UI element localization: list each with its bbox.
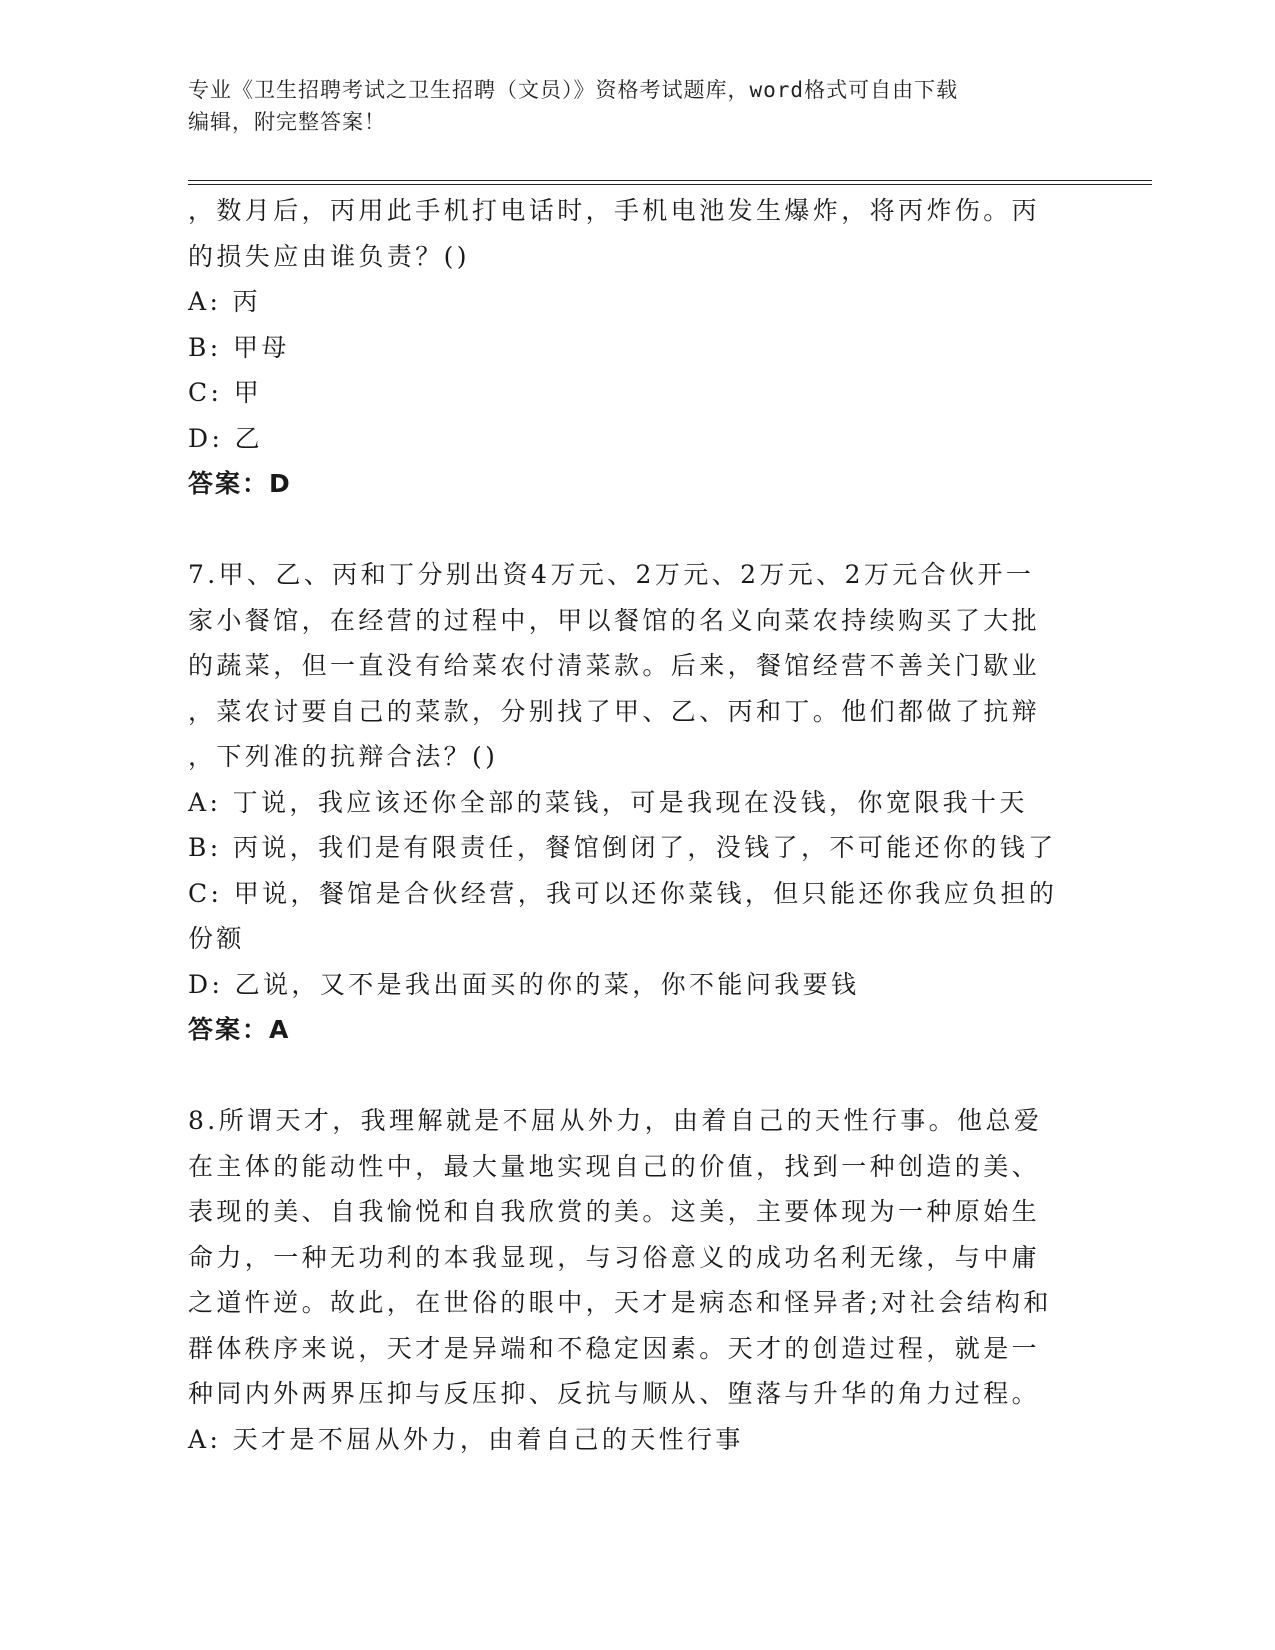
- option-a: A: 丙: [188, 287, 262, 316]
- option-b: B: 丙说，我们是有限责任，餐馆倒闭了，没钱了，不可能还你的钱了: [188, 833, 1057, 862]
- question-text-line: 的损失应由谁负责？(): [188, 241, 470, 271]
- question-text-line: 群体秩序来说，天才是异端和不稳定因素。天才的创造过程，就是一: [188, 1333, 1041, 1363]
- document-body: [188, 188, 1088, 1462]
- question-text-line: 种同内外两界压抑与反压抑、反抗与顺从、堕落与升华的角力过程。: [188, 1379, 1041, 1408]
- option-c: C: 甲说，餐馆是合伙经营，我可以还你菜钱，但只能还你我应负担的: [188, 878, 1058, 908]
- option-c: C: 甲: [188, 378, 263, 407]
- answer-line: 答案：D: [188, 469, 292, 498]
- question-text-line: 的蔬菜，但一直没有给菜农付清菜款。后来，餐馆经营不善关门歇业: [188, 651, 1041, 680]
- question-text-line: ，下列准的抗辩合法？(): [188, 742, 499, 771]
- question-text-line: 家小餐馆，在经营的过程中，甲以餐馆的名义向菜农持续购买了大批: [188, 605, 1041, 635]
- document-header: [188, 74, 1088, 138]
- option-a: A: 天才是不屈从外力，由着自己的天性行事: [188, 1424, 744, 1454]
- header-line-2: 编辑，附完整答案！: [188, 110, 386, 134]
- option-d: D: 乙: [188, 423, 264, 453]
- header-divider: [188, 180, 1152, 181]
- question-8: [188, 1098, 1088, 1462]
- option-a: A: 丁说，我应该还你全部的菜钱，可是我现在没钱，你宽限我十天: [188, 787, 1028, 817]
- question-text-line: 8.所谓天才，我理解就是不屈从外力，由着自己的天性行事。他总爱: [188, 1106, 1043, 1135]
- header-divider-second: [188, 184, 1152, 185]
- spacer: [188, 1053, 1088, 1099]
- question-text-line: 之道忤逆。故此，在世俗的眼中，天才是病态和怪异者;对社会结构和: [188, 1288, 1052, 1317]
- question-text-line: ，菜农讨要自己的菜款，分别找了甲、乙、丙和丁。他们都做了抗辩: [188, 696, 1041, 726]
- question-text-line: ，数月后，丙用此手机打电话时，手机电池发生爆炸，将丙炸伤。丙: [188, 196, 1041, 225]
- question-7: [188, 552, 1088, 1053]
- answer-line: 答案：A: [188, 1015, 291, 1044]
- header-line-1: 专业《卫生招聘考试之卫生招聘（文员）》资格考试题库，word格式可自由下载: [188, 78, 959, 102]
- question-text-line: 7.甲、乙、丙和丁分别出资4万元、2万元、2万元、2万元合伙开一: [188, 560, 1035, 589]
- question-text-line: 表现的美、自我愉悦和自我欣赏的美。这美，主要体现为一种原始生: [188, 1197, 1041, 1226]
- option-b: B: 甲母: [188, 332, 290, 362]
- option-d: D: 乙说，又不是我出面买的你的菜，你不能问我要钱: [188, 969, 860, 999]
- question-6: [188, 188, 1088, 507]
- question-text-line: 命力，一种无功利的本我显现，与习俗意义的成功名利无缘，与中庸: [188, 1242, 1041, 1272]
- spacer: [188, 507, 1088, 553]
- option-c-continued: 份额: [188, 924, 245, 953]
- question-text-line: 在主体的能动性中，最大量地实现自己的价值，找到一种创造的美、: [188, 1151, 1041, 1181]
